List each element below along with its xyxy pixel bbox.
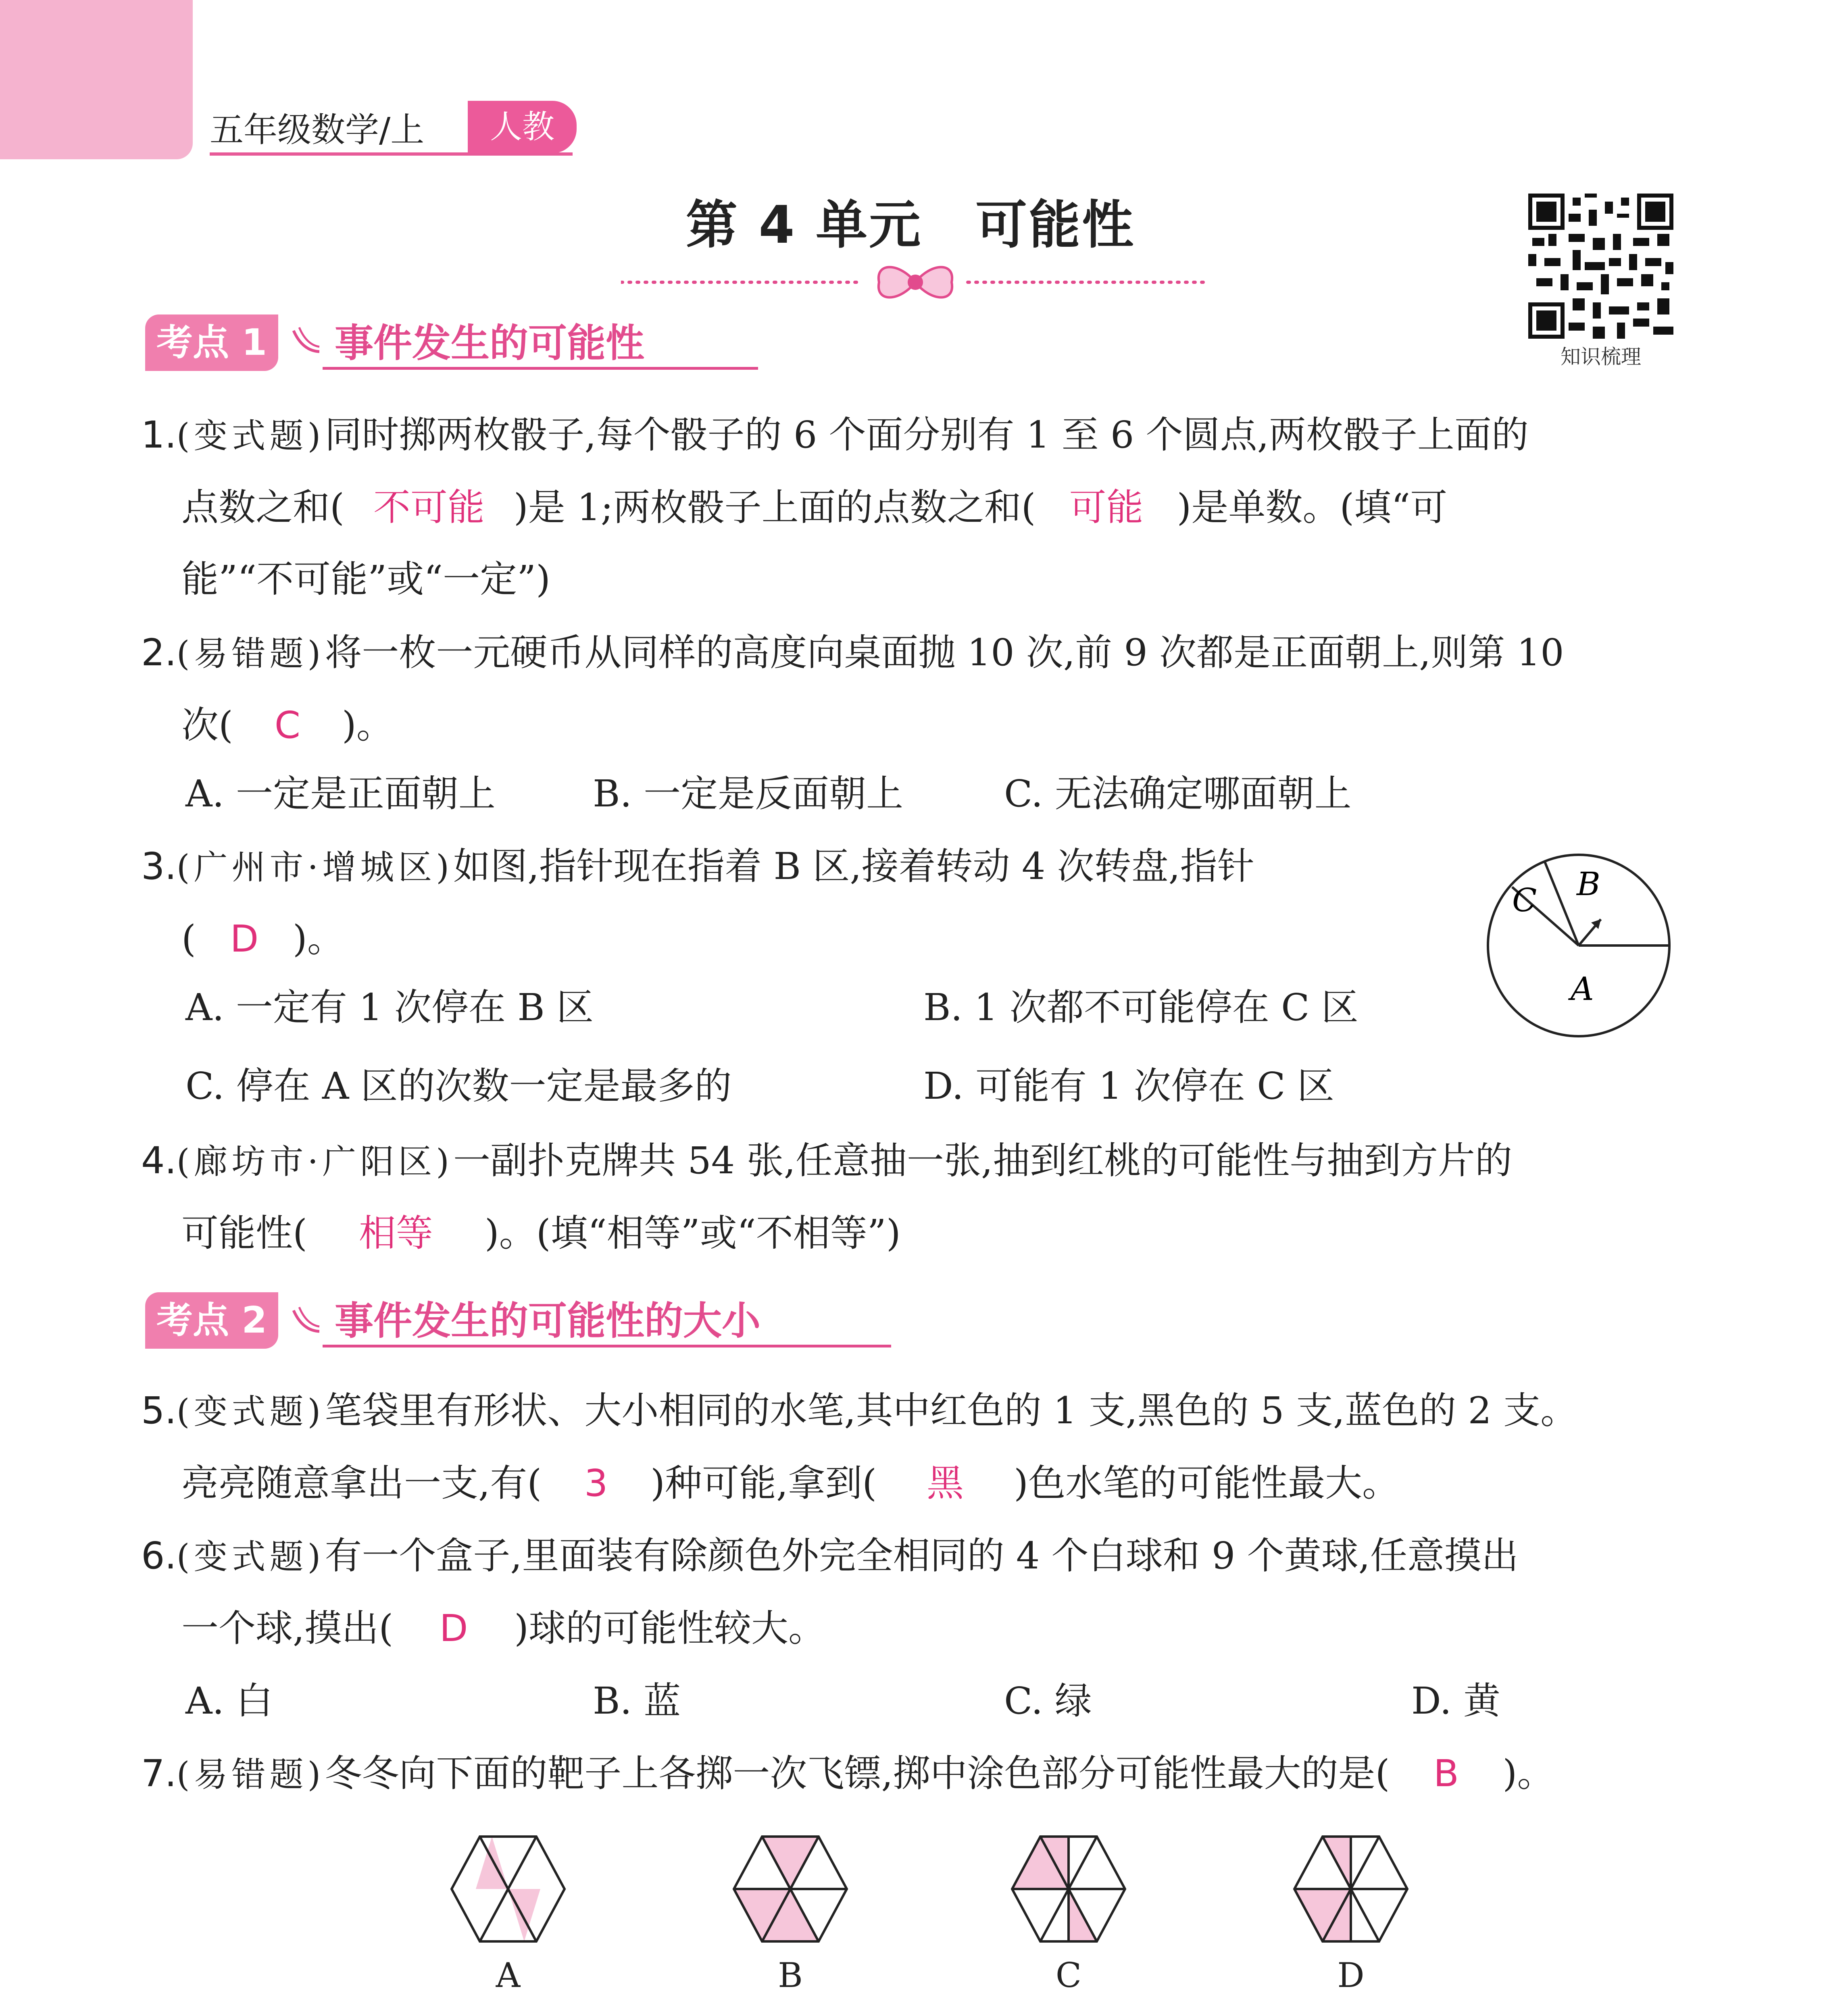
hex-label-a: A (496, 1956, 521, 1995)
title-divider (621, 258, 1210, 312)
q5-number: 5. (141, 1389, 177, 1432)
q4-line1: 一副扑克牌共 54 张,任意抽一张,抽到红桃的可能性与抽到方片的 (453, 1139, 1513, 1182)
q1-line2c: )是单数。(填“可 (1177, 486, 1448, 529)
q1-answer-1[interactable]: 不可能 (373, 486, 485, 529)
q3-line1: 如图,指针现在指着 B 区,接着转动 4 次转盘,指针 (453, 845, 1254, 888)
question-6 (141, 1520, 1681, 1664)
q3-tag: (广州市·增城区) (176, 848, 454, 887)
question-3 (141, 831, 1492, 975)
qr-code-icon[interactable] (1528, 194, 1673, 339)
q4-line2a: 可能性( (181, 1212, 307, 1255)
q2-option-b[interactable]: B. 一定是反面朝上 (593, 772, 904, 815)
hex-target-b[interactable] (730, 1835, 851, 1945)
q4-answer[interactable]: 相等 (358, 1212, 433, 1255)
hex-label-b: B (778, 1956, 803, 1995)
q4-tag: (廊坊市·广阳区) (176, 1142, 454, 1181)
q7-line1b: )。 (1502, 1752, 1554, 1795)
hex-target-a[interactable] (448, 1835, 569, 1945)
question-1 (141, 399, 1681, 615)
qr-caption: 知识梳理 (1561, 345, 1641, 369)
q2-answer[interactable]: C (274, 704, 301, 747)
section-underline-2 (323, 1345, 891, 1347)
q7-answer[interactable]: B (1433, 1752, 1459, 1795)
question-2 (141, 617, 1681, 761)
q3-number: 3. (141, 845, 177, 888)
question-4 (141, 1125, 1681, 1269)
book-title: 五年级数学/上 (210, 110, 425, 150)
question-5 (141, 1375, 1681, 1519)
section-badge-1: 考点 1 (145, 314, 278, 371)
section-badge-2: 考点 2 (145, 1292, 278, 1349)
spinner-label-a: A (1571, 970, 1594, 1008)
q3-line2b: )。 (292, 917, 344, 960)
q3-option-d[interactable]: D. 可能有 1 次停在 C 区 (923, 1064, 1334, 1108)
q1-line2b: )是 1;两枚骰子上面的点数之和( (513, 486, 1036, 529)
hex-label-d: D (1337, 1956, 1365, 1995)
q1-tag: (变式题) (176, 416, 325, 456)
q1-line2a: 点数之和( (181, 486, 344, 529)
q6-answer[interactable]: D (439, 1607, 468, 1650)
spinner-label-c: C (1512, 881, 1537, 919)
q5-line2b: )种可能,拿到( (650, 1462, 877, 1505)
q6-option-b[interactable]: B. 蓝 (593, 1679, 681, 1722)
q1-line1: 同时掷两枚骰子,每个骰子的 6 个面分别有 1 至 6 个圆点,两枚骰子上面的 (325, 413, 1529, 456)
spinner-label-b: B (1577, 865, 1600, 903)
section-title-1: 事件发生的可能性 (335, 321, 644, 366)
q6-number: 6. (141, 1534, 177, 1577)
q5-answer-2[interactable]: 黑 (927, 1462, 964, 1505)
q3-line2a: ( (181, 917, 196, 960)
hex-target-d[interactable] (1290, 1835, 1411, 1945)
q5-line2c: )色水笔的可能性最大。 (1014, 1462, 1400, 1505)
q1-answer-2[interactable]: 可能 (1069, 486, 1144, 529)
q6-line2b: )球的可能性较大。 (514, 1607, 826, 1650)
q6-line1: 有一个盒子,里面装有除颜色外完全相同的 4 个白球和 9 个黄球,任意摸出 (325, 1534, 1519, 1577)
q2-line1: 将一枚一元硬币从同样的高度向桌面抛 10 次,前 9 次都是正面朝上,则第 10 (325, 631, 1564, 674)
bow-icon (879, 267, 952, 298)
q3-option-b[interactable]: B. 1 次都不可能停在 C 区 (923, 986, 1358, 1029)
q5-tag: (变式题) (176, 1392, 325, 1431)
q6-tag: (变式题) (176, 1537, 325, 1577)
corner-tab (0, 0, 193, 159)
spinner-diagram (1484, 851, 1673, 1042)
q7-line1a: 冬冬向下面的靶子上各掷一次飞镖,掷中涂色部分可能性最大的是( (325, 1752, 1390, 1795)
q7-tag: (易错题) (176, 1755, 325, 1794)
q4-number: 4. (141, 1139, 177, 1182)
q2-tag: (易错题) (176, 634, 325, 673)
q5-line1: 笔袋里有形状、大小相同的水笔,其中红色的 1 支,黑色的 5 支,蓝色的 2 支。 (325, 1389, 1578, 1432)
q2-line2b: )。 (342, 704, 394, 747)
q3-option-a[interactable]: A. 一定有 1 次停在 B 区 (185, 986, 594, 1029)
q6-option-a[interactable]: A. 白 (185, 1679, 273, 1722)
section-swoosh-1 (290, 323, 323, 356)
q1-number: 1. (141, 413, 177, 456)
q2-line2a: 次( (181, 704, 233, 747)
hex-label-c: C (1055, 1956, 1082, 1995)
q4-line2b: )。(填“相等”或“不相等”) (484, 1212, 901, 1255)
section-title-2: 事件发生的可能性的大小 (335, 1298, 760, 1343)
hex-target-c[interactable] (1008, 1835, 1129, 1945)
q6-line2a: 一个球,摸出( (181, 1607, 394, 1650)
q5-line2a: 亮亮随意拿出一支,有( (181, 1462, 542, 1505)
section-underline-1 (323, 367, 758, 370)
q3-option-c[interactable]: C. 停在 A 区的次数一定是最多的 (185, 1064, 732, 1108)
q1-line3: 能”“不可能”或“一定”) (181, 558, 551, 601)
unit-title: 第 4 单元 可能性 (685, 195, 1136, 255)
q6-option-d[interactable]: D. 黄 (1411, 1679, 1500, 1722)
q5-answer-1[interactable]: 3 (584, 1462, 608, 1505)
q2-option-a[interactable]: A. 一定是正面朝上 (185, 772, 496, 815)
section-swoosh-2 (290, 1302, 323, 1336)
q6-option-c[interactable]: C. 绿 (1004, 1679, 1092, 1722)
q3-answer[interactable]: D (230, 917, 259, 960)
question-7 (141, 1738, 1681, 1810)
q2-number: 2. (141, 631, 177, 674)
q2-option-c[interactable]: C. 无法确定哪面朝上 (1004, 772, 1352, 815)
edition-badge: 人教 (468, 101, 577, 153)
q7-number: 7. (141, 1752, 177, 1795)
